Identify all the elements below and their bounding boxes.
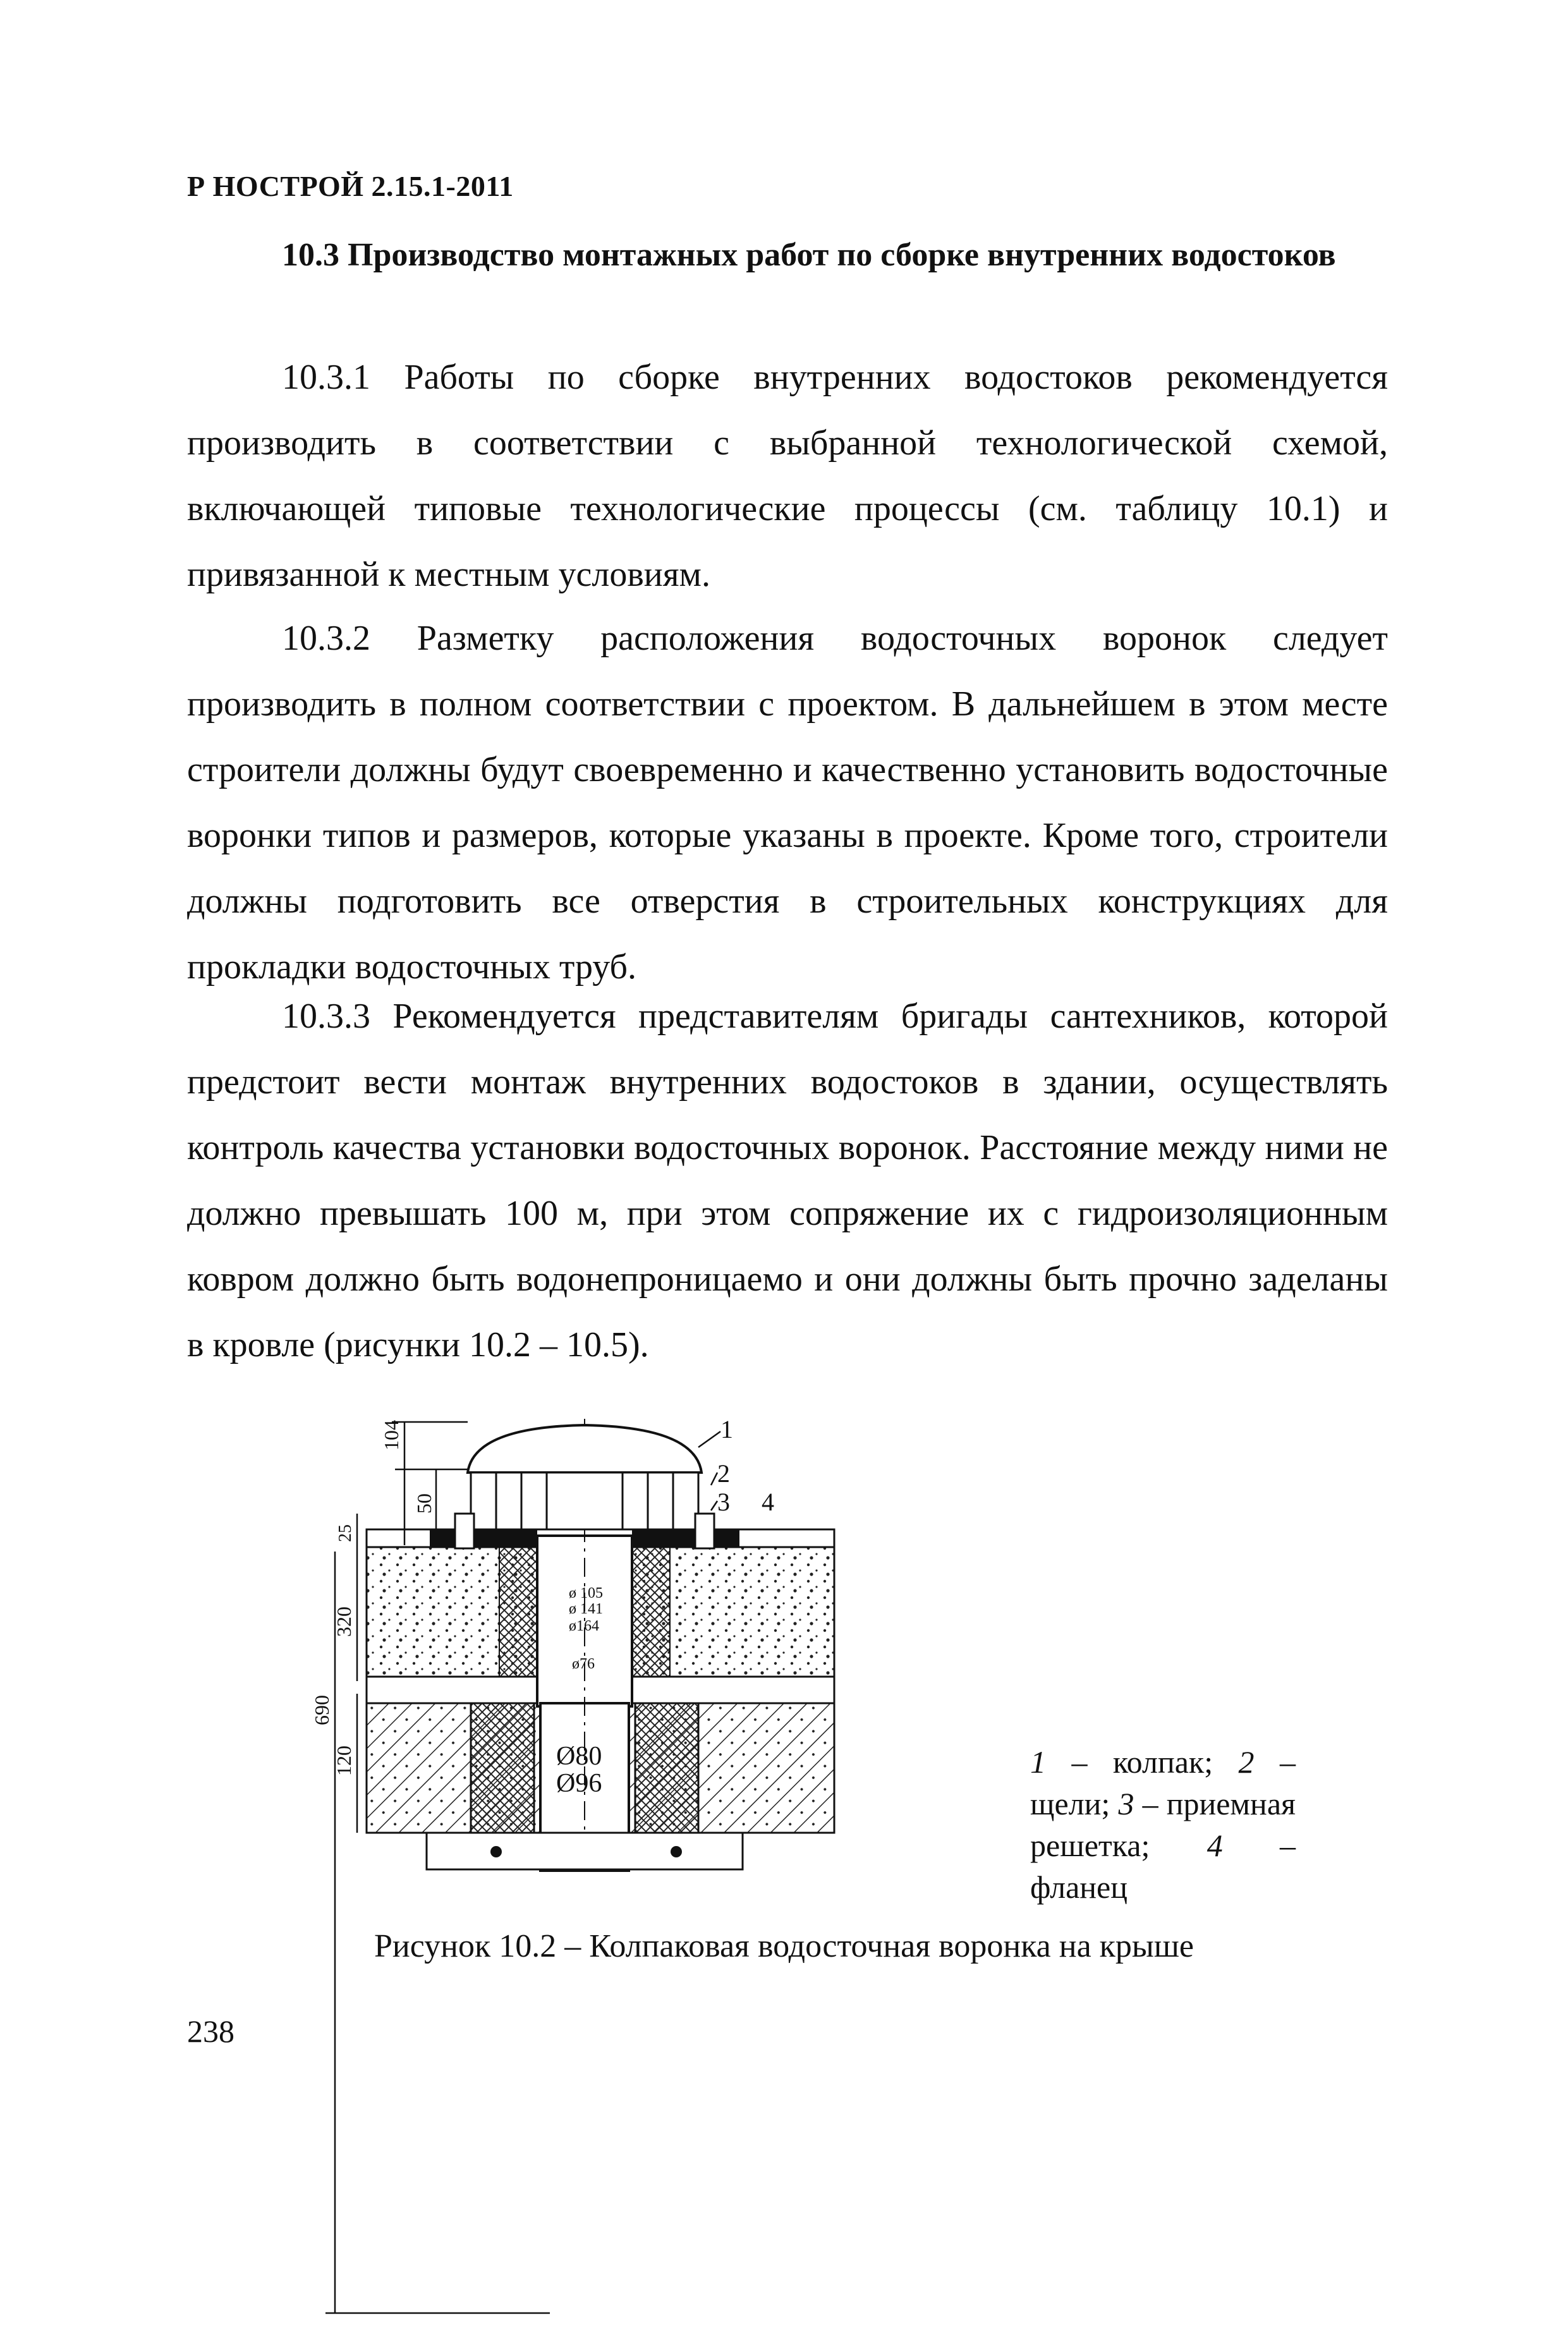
paragraph-10-3-2: 10.3.2 Разметку расположения водосточных воронок следует производить в полном соответствии с проектом. В дальнейшем в этом месте строители должны будут своевременно и качественно установить водосточные воронки типов и размеров, которые указаны в проекте. Кроме того, строители должны подготовить все отверстия в строительных конструкциях для прокладки водосточных труб.: [187, 619, 1388, 987]
legend-text-2: – щели;: [1030, 1744, 1296, 1821]
figure-legend: [1030, 1741, 1296, 1908]
legend-num-1: 1: [1030, 1744, 1046, 1780]
paragraph-10-3-3: 10.3.3 Рекомендуется представителям бригады сантехников, которой предстоит вести монтаж внутренних водостоков в здании, осуществлять контроль качества установки водосточных воронок. Расстояние между ними не должно превышать 100 м, при этом сопряжение их с гидроизоляционным ковром должно быть водонепроницаемо и они должны быть прочно заделаны в кровле (рисунки 10.2 – 10.5).: [187, 997, 1388, 1364]
dim-104-label: 104: [380, 1420, 403, 1450]
document-header: Р НОСТРОЙ 2.15.1-2011: [187, 170, 514, 202]
dim-50-label: 50: [413, 1493, 435, 1514]
figure-caption: Рисунок 10.2 – Колпаковая водосточная воронка на крыше: [374, 1928, 1194, 1964]
dim-320-label: 320: [332, 1607, 355, 1637]
legend-num-4: 4: [1206, 1828, 1223, 1863]
dia-76-label: ø76: [572, 1656, 595, 1672]
dia-105-label: ø 105: [569, 1585, 603, 1601]
callout-1: 1: [720, 1415, 733, 1443]
paragraph-10-3-1: 10.3.1 Работы по сборке внутренних водостоков рекомендуется производить в соответствии с выбранной технологической схемой, включающей типовые технологические процессы (см. таблицу 10.1) и привязанной к местным условиям.: [187, 358, 1388, 594]
dim-25-label: 25: [336, 1524, 355, 1542]
dia-96-label: Ø96: [556, 1769, 602, 1798]
section-title: 10.3 Производство монтажных работ по сборке внутренних водостоков: [282, 237, 1336, 273]
dia-164-label: ø164: [569, 1618, 599, 1634]
dia-141-label: ø 141: [569, 1601, 603, 1617]
funnel-drawing: [310, 1384, 948, 2348]
page-number: 238: [187, 2014, 234, 2049]
legend-num-3: 3: [1118, 1786, 1134, 1821]
legend-num-2: 2: [1238, 1744, 1255, 1780]
legend-text-4: – фланец: [1030, 1828, 1296, 1905]
dim-120-label: 120: [332, 1746, 355, 1776]
dim-690-label: 690: [310, 1695, 333, 1725]
legend-text-1: – колпак;: [1046, 1744, 1239, 1780]
dia-80-label: Ø80: [556, 1742, 602, 1771]
callout-2: 2: [717, 1459, 730, 1488]
legend-text-3: – приемная решетка;: [1030, 1786, 1296, 1863]
callout-3: 3: [717, 1488, 730, 1516]
funnel-section-graphic: [325, 1419, 834, 2313]
callout-4: 4: [762, 1488, 774, 1516]
